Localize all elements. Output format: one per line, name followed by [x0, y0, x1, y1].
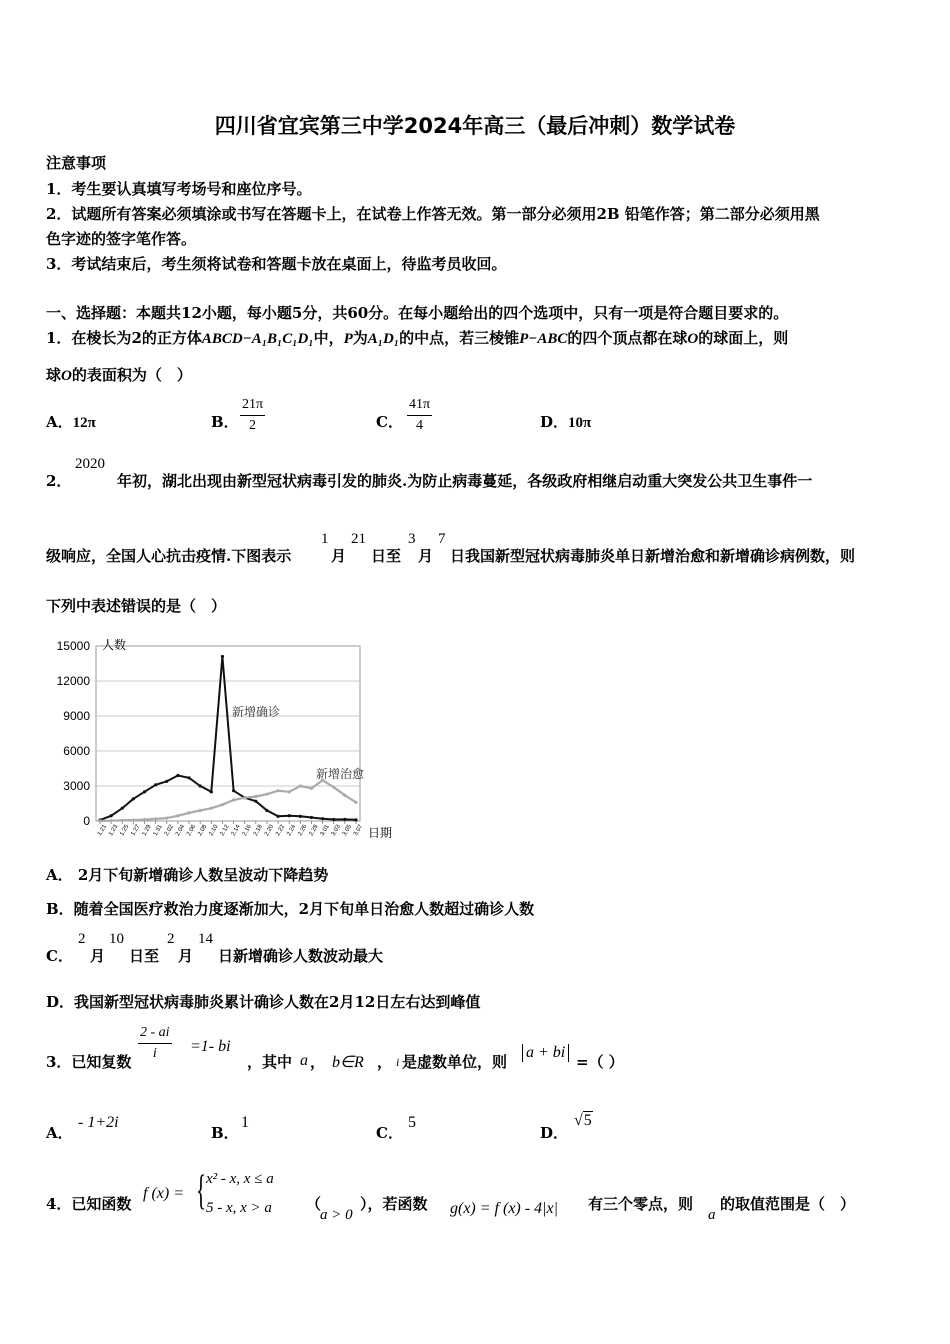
question-3-tail: 是虚数单位，则: [402, 1053, 508, 1071]
question-1-option-a[interactable]: A．12π: [46, 413, 96, 431]
chart-data-point: [210, 790, 213, 793]
chart-data-point: [288, 790, 291, 793]
question-2-option-b[interactable]: B．随着全国医疗救治力度逐渐加大，2月下旬单日治愈人数超过确诊人数: [46, 900, 535, 918]
chart-data-point: [132, 818, 135, 821]
question-2-option-c-yue-2: 月: [178, 947, 194, 965]
question-3-option-c-label[interactable]: C．: [376, 1124, 403, 1142]
question-4-case-2: 5 - x, x > a: [206, 1200, 272, 1216]
question-2-option-c-day-1: 10: [109, 931, 124, 947]
chart-x-tick-label: 3.01: [319, 823, 331, 838]
question-4-case-1: x² - x, x ≤ a: [206, 1171, 274, 1187]
chart-x-tick-label: 3.05: [341, 823, 353, 838]
series-label-cured: 新增治愈: [316, 767, 365, 781]
chart-data-point: [154, 783, 157, 786]
question-3-option-b: 1: [241, 1114, 249, 1131]
chart-data-point: [199, 809, 202, 812]
covid-line-chart: [46, 632, 396, 842]
question-4-mid: 有三个零点，则: [588, 1195, 694, 1213]
chart-data-point: [299, 784, 302, 787]
chart-y-axis-label: 人数: [102, 638, 127, 652]
question-2-option-c-tail: 日新增确诊人数波动最大: [218, 947, 384, 965]
question-4-paren-right: ），若函数: [360, 1195, 428, 1213]
question-2-option-c-label[interactable]: C．: [46, 947, 73, 965]
chart-x-tick-label: 1.29: [141, 823, 153, 838]
question-1-option-d[interactable]: D．10π: [540, 413, 592, 431]
section-heading: 一、选择题：本题共12小题，每小题5分，共60分。在每小题给出的四个选项中，只有一项是符合题目要求的。: [46, 304, 789, 322]
chart-data-point: [154, 817, 157, 820]
question-1-line-1: 1．在棱长为2的正方体ABCD−A₁B₁C₁D₁中，P为A₁D₁的中点，若三棱锥P−ABC的四个顶点都在球O的球面上，则: [46, 329, 789, 347]
notice-item-2: 2．试题所有答案必须填涂或书写在答题卡上，在试卷上作答无效。第一部分必须用2B 铅笔作答；第二部分必须用黑: [46, 205, 820, 223]
chart-data-point: [254, 795, 257, 798]
question-4-fx: f (x) =: [143, 1185, 184, 1202]
question-1-option-c-fraction: 41π 4: [409, 397, 431, 433]
chart-x-tick-label: 2.26: [297, 823, 309, 838]
question-2-option-c-day-2: 14: [198, 931, 213, 947]
chart-data-point: [199, 784, 202, 787]
chart-x-tick-label: 1.25: [119, 823, 131, 838]
chart-data-point: [354, 818, 357, 821]
question-4-tail: 的取值范围是（ ）: [720, 1195, 856, 1213]
chart-data-point: [143, 790, 146, 793]
question-2-yue-1: 月: [331, 547, 347, 565]
chart-data-point: [132, 797, 135, 800]
question-4-brace: {: [196, 1168, 207, 1214]
question-1-option-b-fraction: 21π 2: [242, 397, 264, 433]
chart-x-axis-label: 日期: [368, 826, 393, 840]
question-2-line-2b: 日我国新型冠状病毒肺炎单日新增治愈和新增确诊病例数，则: [450, 547, 856, 565]
chart-x-tick-label: 2.14: [230, 823, 242, 838]
question-3-option-d-label[interactable]: D．: [540, 1124, 569, 1142]
chart-x-tick-label: 2.02: [163, 823, 175, 838]
chart-data-point: [187, 776, 190, 779]
question-3-eq: =（ ）: [576, 1053, 624, 1071]
question-4-gx: g(x) = f (x) - 4|x|: [450, 1200, 558, 1217]
notice-item-2-cont: 色字迹的签字笔作答。: [46, 230, 197, 248]
question-3-rhs: =1- bi: [190, 1038, 231, 1055]
chart-data-point: [321, 817, 324, 820]
chart-x-tick-label: 2.06: [186, 823, 198, 838]
question-2-line-1: 年初，湖北出现由新型冠状病毒引发的肺炎.为防止病毒蔓延，各级政府相继启动重大突发公共卫生事件一: [117, 472, 813, 490]
chart-y-tick-label: 0: [83, 814, 90, 828]
chart-data-point: [310, 816, 313, 819]
question-2-option-d[interactable]: D．我国新型冠状病毒肺炎累计确诊人数在2月12日左右达到峰值: [46, 993, 481, 1011]
question-3-mid: ，其中: [247, 1053, 293, 1071]
question-2-year: 2020: [75, 456, 105, 472]
chart-data-point: [121, 819, 124, 822]
chart-y-tick-label: 3000: [63, 779, 90, 793]
question-4-condition: a > 0: [320, 1207, 353, 1223]
question-2-month-1: 1: [321, 531, 329, 547]
question-3-var-i: i: [396, 1055, 400, 1069]
question-3-option-b-label[interactable]: B．: [211, 1124, 239, 1142]
chart-x-tick-label: 2.12: [219, 823, 231, 838]
notice-heading: 注意事项: [46, 154, 107, 172]
chart-x-tick-label: 1.21: [97, 823, 109, 838]
chart-x-tick-label: 1.31: [152, 823, 164, 838]
chart-data-point: [299, 815, 302, 818]
chart-x-tick-label: 2.18: [252, 823, 264, 838]
chart-x-tick-label: 2.22: [275, 823, 287, 838]
question-3-fraction: 2 - ai i: [140, 1025, 170, 1061]
question-2-option-c-month-2: 2: [167, 931, 175, 947]
question-1-option-c-label[interactable]: C．: [376, 413, 403, 431]
chart-x-tick-label: 2.24: [286, 823, 298, 838]
question-1-line-2: 球O的表面积为（ ）: [46, 366, 192, 384]
chart-data-point: [265, 809, 268, 812]
question-3-option-c: 5: [408, 1114, 416, 1131]
chart-data-point: [254, 800, 257, 803]
question-2-number: 2．: [46, 472, 72, 490]
question-3-abs-value: a + bi: [522, 1044, 569, 1062]
chart-x-tick-label: 2.28: [308, 823, 320, 838]
question-3-b-in-r: b∈R: [332, 1054, 364, 1071]
chart-x-tick-label: 2.10: [208, 823, 220, 838]
series-label-confirmed: 新增确诊: [232, 705, 281, 719]
chart-data-point: [210, 807, 213, 810]
chart-x-tick-label: 2.08: [197, 823, 209, 838]
chart-data-point: [143, 818, 146, 821]
question-2-line-3: 下列中表述错误的是（ ）: [46, 597, 227, 615]
chart-data-point: [221, 803, 224, 806]
question-2-month-2: 3: [408, 531, 416, 547]
chart-x-tick-label: 2.16: [241, 823, 253, 838]
chart-data-point: [110, 819, 113, 822]
chart-data-point: [176, 774, 179, 777]
question-2-option-c-yue-1: 月: [90, 947, 106, 965]
chart-data-point: [232, 789, 235, 792]
chart-data-point: [221, 655, 224, 658]
question-2-option-c-month-1: 2: [78, 931, 86, 947]
question-3-number: 3．已知复数: [46, 1053, 132, 1071]
question-4-var-a: a: [708, 1207, 716, 1223]
chart-data-point: [276, 789, 279, 792]
question-3-option-a-label[interactable]: A．: [46, 1124, 73, 1142]
chart-data-point: [176, 814, 179, 817]
chart-data-point: [343, 818, 346, 821]
chart-data-point: [187, 811, 190, 814]
chart-x-tick-label: 2.04: [174, 823, 187, 838]
question-3-var-a: a: [300, 1052, 308, 1069]
question-4-number: 4．已知函数: [46, 1195, 132, 1213]
chart-y-tick-label: 9000: [63, 709, 90, 723]
question-3-comma: ，: [310, 1053, 326, 1071]
chart-y-tick-label: 6000: [63, 744, 90, 758]
question-3-option-a: - 1+2i: [78, 1114, 119, 1131]
question-4-paren-left: （: [306, 1195, 322, 1213]
question-2-day-1: 21: [351, 531, 366, 547]
chart-x-tick-label: 3.07: [353, 823, 365, 838]
question-2-yue-2: 月: [418, 547, 434, 565]
chart-data-point: [232, 798, 235, 801]
chart-data-point: [288, 814, 291, 817]
chart-data-point: [276, 815, 279, 818]
chart-x-tick-label: 1.27: [130, 823, 142, 838]
chart-data-point: [110, 814, 113, 817]
notice-item-3: 3．考试结束后，考生须将试卷和答题卡放在桌面上，待监考员收回。: [46, 255, 507, 273]
question-2-option-a[interactable]: A． 2月下旬新增确诊人数呈波动下降趋势: [46, 866, 329, 884]
chart-data-point: [343, 794, 346, 797]
chart-data-point: [98, 819, 101, 822]
page-title: 四川省宜宾第三中学2024年高三（最后冲刺）数学试卷: [214, 114, 736, 138]
chart-data-point: [165, 816, 168, 819]
chart-y-tick-label: 12000: [56, 674, 90, 688]
chart-y-tick-label: 15000: [56, 639, 90, 653]
question-2-option-c-mid: 日至: [129, 947, 160, 965]
question-3-option-d: √5: [574, 1112, 592, 1129]
question-1-option-b-label[interactable]: B．: [211, 413, 239, 431]
chart-data-point: [243, 796, 246, 799]
chart-data-point: [332, 818, 335, 821]
chart-data-point: [165, 780, 168, 783]
chart-x-tick-label: 3.03: [330, 823, 342, 838]
question-2-line-2a: 级响应，全国人心抗击疫情.下图表示: [46, 547, 292, 565]
question-2-rizhi: 日至: [371, 547, 402, 565]
question-2-day-2: 7: [438, 531, 446, 547]
chart-data-point: [121, 807, 124, 810]
chart-x-tick-label: 2.20: [264, 823, 276, 838]
chart-data-point: [265, 793, 268, 796]
question-3-comma-2: ，: [377, 1053, 393, 1071]
notice-item-1: 1．考生要认真填写考场号和座位序号。: [46, 180, 312, 198]
chart-data-point: [354, 801, 357, 804]
chart-data-point: [310, 787, 313, 790]
chart-x-tick-label: 1.23: [108, 823, 120, 838]
chart-data-point: [332, 786, 335, 789]
